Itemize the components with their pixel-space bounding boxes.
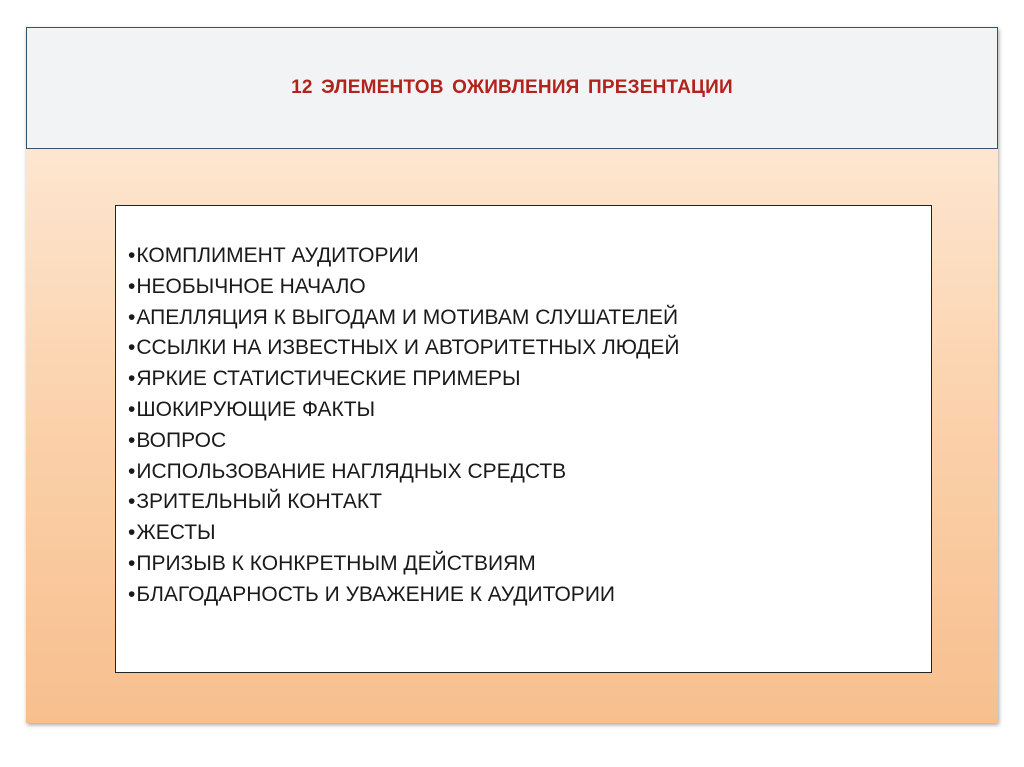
list-item	[128, 549, 679, 580]
content-box	[115, 205, 932, 673]
list-item-text: ЯРКИЕ СТАТИСТИЧЕСКИЕ ПРИМЕРЫ	[136, 367, 521, 391]
list-item-text: БЛАГОДАРНОСТЬ И УВАЖЕНИЕ К АУДИТОРИИ	[136, 582, 616, 606]
list-item-text: КОМПЛИМЕНТ АУДИТОРИИ	[136, 244, 419, 267]
bullet-dot: •	[128, 428, 136, 452]
list-item-text: НЕОБЫЧНОЕ НАЧАЛО	[136, 274, 366, 298]
list-item	[128, 457, 679, 488]
list-item-text: ШОКИРУЮЩИЕ ФАКТЫ	[136, 397, 376, 421]
bullet-dot: •	[128, 336, 136, 360]
list-item-text: ЖЕСТЫ	[136, 521, 216, 545]
list-item	[128, 518, 679, 549]
list-item-text: ВОПРОС	[136, 428, 227, 452]
bullet-dot: •	[128, 367, 136, 391]
bullet-dot: •	[128, 582, 136, 606]
body-panel	[26, 149, 998, 723]
list-item-text: ССЫЛКИ НА ИЗВЕСТНЫХ И АВТОРИТЕТНЫХ ЛЮДЕЙ	[136, 336, 680, 360]
bullet-dot: •	[128, 305, 136, 329]
bullet-list	[128, 241, 679, 611]
bullet-dot: •	[128, 490, 136, 514]
list-item	[128, 580, 679, 611]
list-item-text: АПЕЛЛЯЦИЯ К ВЫГОДАМ И МОТИВАМ СЛУШАТЕЛЕЙ	[136, 305, 679, 329]
list-item	[128, 303, 679, 334]
bullet-dot: •	[128, 521, 136, 545]
list-item	[128, 272, 679, 303]
list-item	[128, 333, 679, 364]
list-item	[128, 395, 679, 426]
list-item-text: ЗРИТЕЛЬНЫЙ КОНТАКТ	[136, 490, 382, 514]
bullet-dot: •	[128, 244, 136, 267]
bullet-dot: •	[128, 459, 136, 483]
list-item-text: ИСПОЛЬЗОВАНИЕ НАГЛЯДНЫХ СРЕДСТВ	[136, 459, 567, 483]
list-item	[128, 364, 679, 395]
title-bar	[26, 27, 998, 149]
list-item	[128, 241, 679, 272]
list-item	[128, 426, 679, 457]
bullet-dot: •	[128, 551, 136, 575]
bullet-dot: •	[128, 397, 136, 421]
list-item	[128, 487, 679, 518]
slide	[26, 27, 998, 723]
list-item-text: ПРИЗЫВ К КОНКРЕТНЫМ ДЕЙСТВИЯМ	[136, 551, 536, 575]
slide-title: 12 ЭЛЕМЕНТОВ ОЖИВЛЕНИЯ ПРЕЗЕНТАЦИИ	[291, 77, 733, 98]
bullet-dot: •	[128, 274, 136, 298]
